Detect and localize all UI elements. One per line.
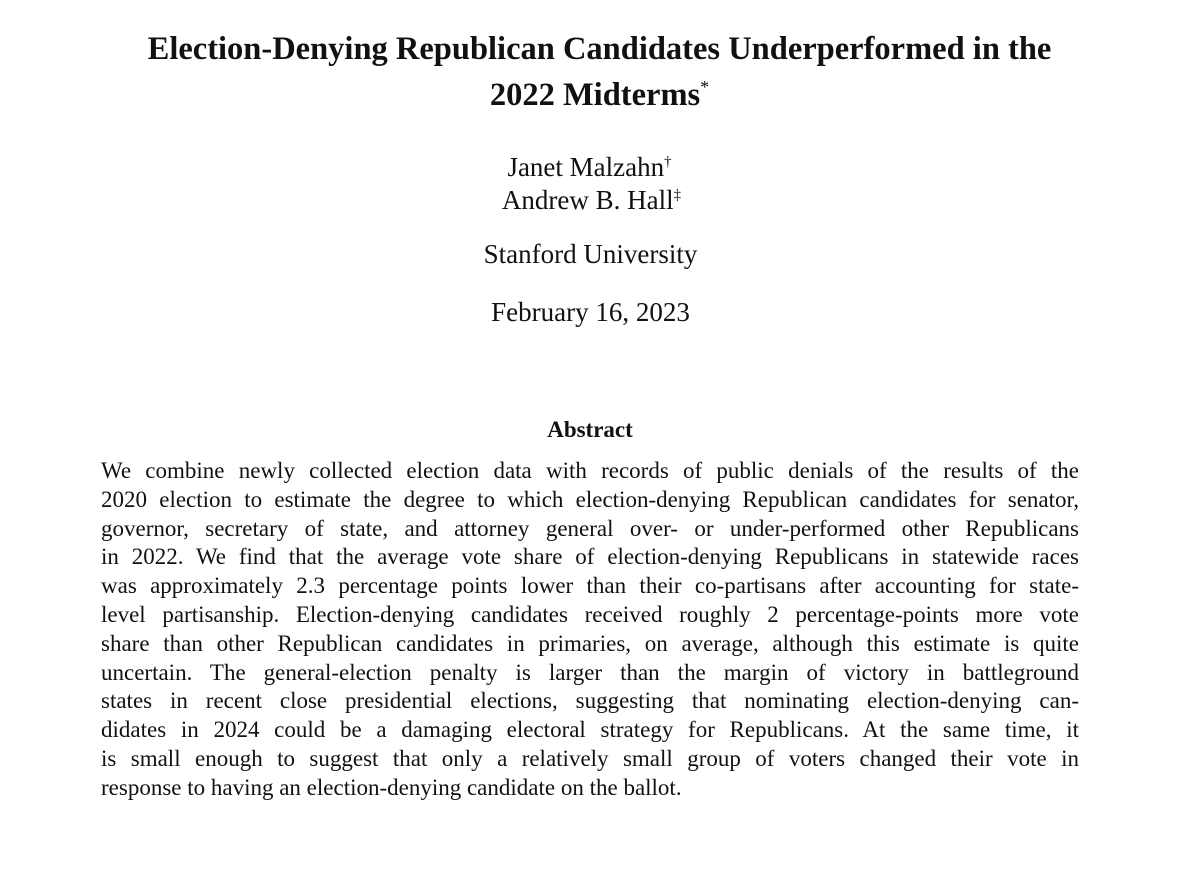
author-janet-malzahn — [0, 150, 1189, 184]
author-footnote-mark: ‡ — [673, 187, 682, 203]
publication-date: February 16, 2023 — [491, 297, 690, 327]
abstract-line: level partisanship. Election-denying candidates received roughly 2 percentage-points more vote — [101, 601, 1079, 627]
title-footnote-mark: * — [700, 77, 710, 98]
abstract-line: 2020 election to estimate the degree to which election-denying Republican candidates for senator, — [101, 486, 1079, 512]
abstract-line: share than other Republican candidates in primaries, on average, although this estimate is quite — [101, 630, 1079, 656]
title-line-2: 2022 Midterms — [489, 77, 701, 113]
abstract-body — [101, 457, 1079, 803]
paper-title — [0, 26, 1199, 118]
abstract-line: was approximately 2.3 percentage points lower than their co-partisans after accounting for state- — [101, 573, 1079, 599]
abstract-line: states in recent close presidential elections, suggesting that nominating election-denying can- — [101, 688, 1079, 714]
abstract-line: We combine newly collected election data with records of public denials of the results of the — [101, 458, 1079, 483]
abstract-line: is small enough to suggest that only a relatively small group of voters changed their vote in — [101, 745, 1079, 771]
author-name: Janet Malzahn — [507, 152, 665, 182]
abstract-line: response to having an election-denying candidate on the ballot. — [101, 774, 682, 800]
author-andrew-b-hall — [0, 183, 1191, 217]
abstract-heading: Abstract — [547, 417, 633, 442]
title-line-1: Election-Denying Republican Candidates Underperformed in the — [147, 31, 1052, 67]
abstract-line: in 2022. We find that the average vote share of election-denying Republicans in statewide races — [101, 544, 1079, 570]
author-name: Andrew B. Hall — [501, 185, 674, 215]
author-footnote-mark: † — [664, 154, 672, 170]
abstract-line: didates in 2024 could be a damaging electoral strategy for Republicans. At the same time, it — [101, 717, 1079, 743]
abstract-line: uncertain. The general-election penalty is larger than the margin of victory in battleground — [101, 659, 1079, 685]
abstract-line: governor, secretary of state, and attorney general over- or under-performed other Republicans — [101, 515, 1079, 541]
affiliation: Stanford University — [483, 239, 698, 269]
